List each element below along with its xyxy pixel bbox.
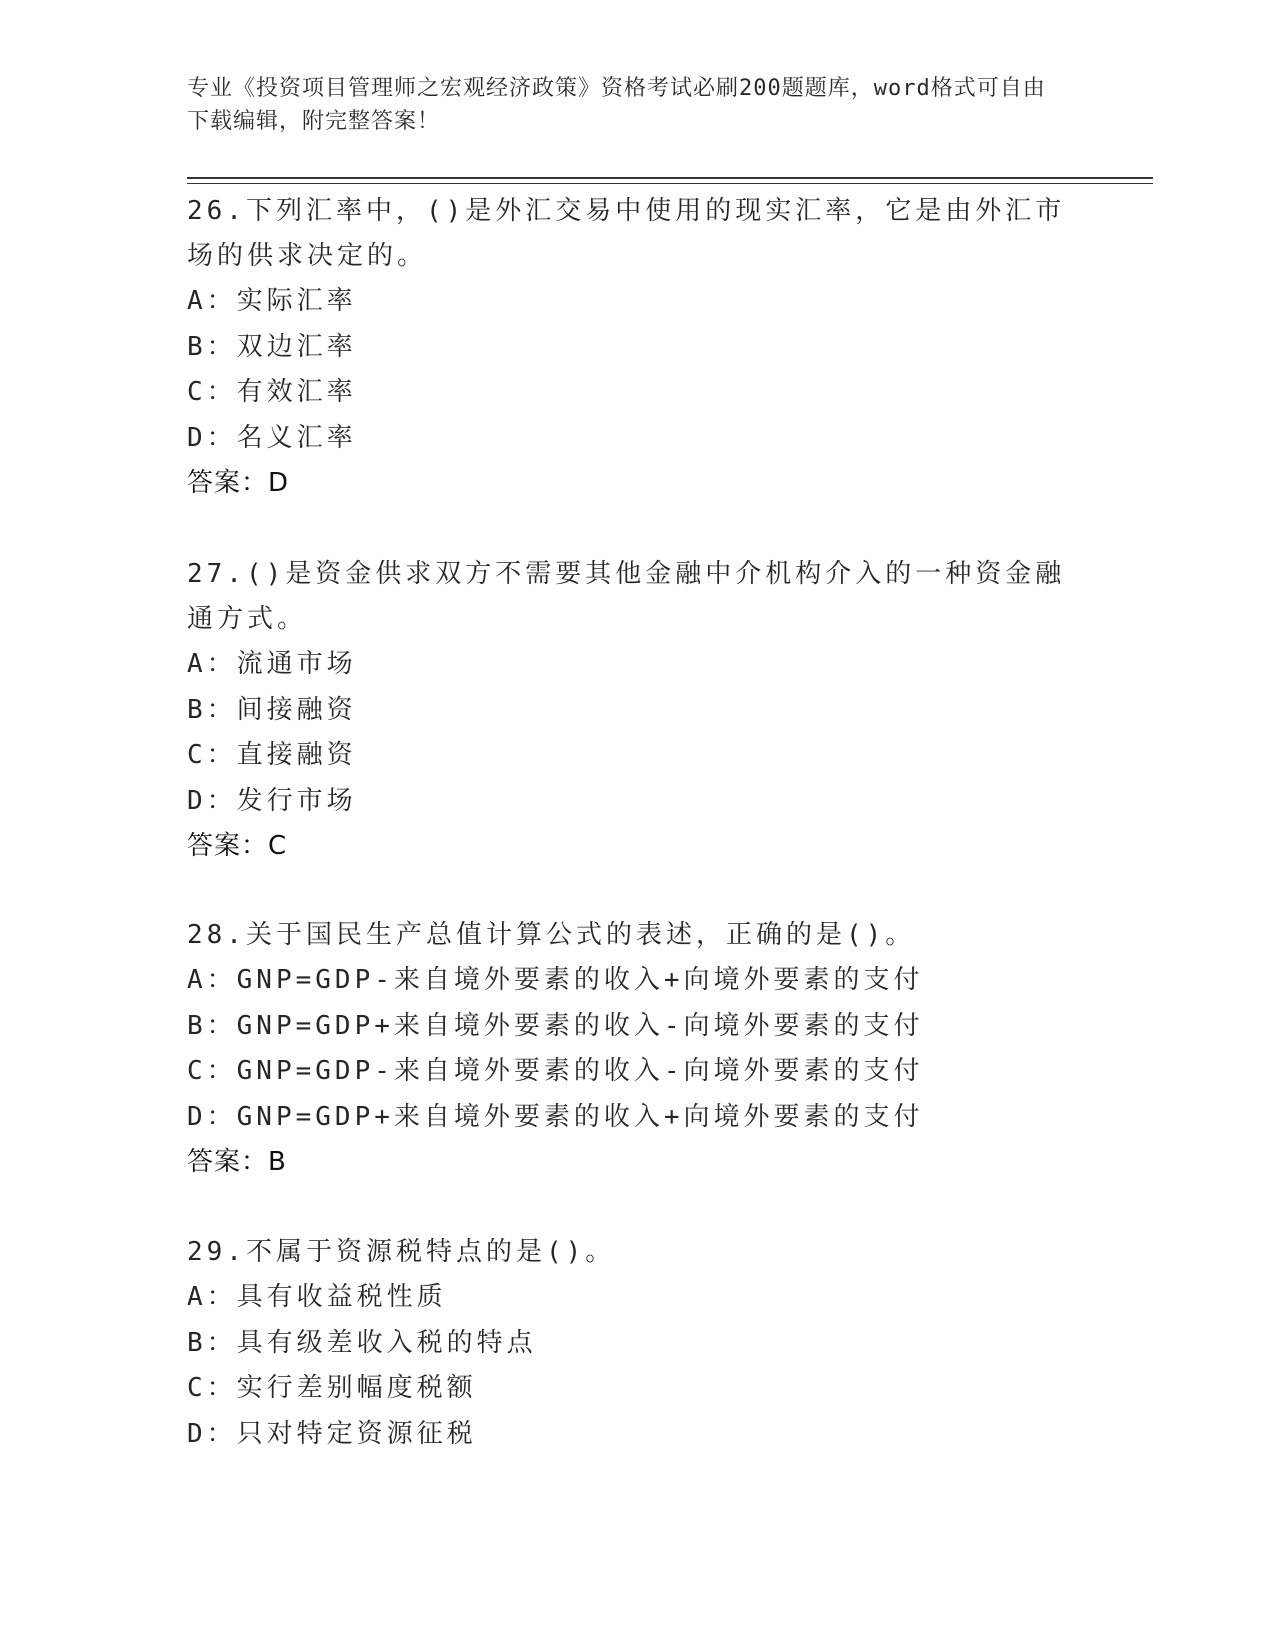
option-b: B：具有级差收入税的特点 bbox=[187, 1327, 537, 1358]
document-header: 专业《投资项目管理师之宏观经济政策》资格考试必刷200题题库，word格式可自由下载编辑，附完整答案！ bbox=[187, 76, 1046, 134]
question-27 bbox=[187, 552, 1087, 869]
header-rule-thick bbox=[187, 177, 1153, 179]
question-stem: 28.关于国民生产总值计算公式的表述，正确的是()。 bbox=[187, 920, 916, 950]
option-c: C：直接融资 bbox=[187, 740, 357, 770]
question-stem: 27.()是资金供求双方不需要其他金融中介机构介入的一种资金融通方式。 bbox=[187, 559, 1066, 634]
answer-line: 答案：C bbox=[187, 831, 288, 861]
option-c: C：GNP=GDP-来自境外要素的收入-向境外要素的支付 bbox=[187, 1056, 924, 1086]
header-rule-thin bbox=[187, 183, 1153, 184]
option-c: C：实行差别幅度税额 bbox=[187, 1373, 477, 1403]
option-a: A：流通市场 bbox=[187, 649, 357, 679]
option-d: D：GNP=GDP+来自境外要素的收入+向境外要素的支付 bbox=[187, 1101, 924, 1132]
option-d: D：发行市场 bbox=[187, 785, 357, 816]
question-29 bbox=[187, 1230, 1087, 1457]
answer-line: 答案：D bbox=[187, 468, 290, 498]
question-stem: 29.不属于资源税特点的是()。 bbox=[187, 1237, 616, 1267]
answer-line: 答案：B bbox=[187, 1147, 287, 1177]
option-b: B：GNP=GDP+来自境外要素的收入-向境外要素的支付 bbox=[187, 1010, 924, 1041]
option-a: A：GNP=GDP-来自境外要素的收入+向境外要素的支付 bbox=[187, 965, 924, 995]
option-b: B：双边汇率 bbox=[187, 331, 357, 362]
question-26 bbox=[187, 189, 1087, 506]
option-c: C：有效汇率 bbox=[187, 377, 357, 407]
question-28 bbox=[187, 913, 1087, 1185]
option-b: B：间接融资 bbox=[187, 694, 357, 725]
option-a: A：实际汇率 bbox=[187, 286, 357, 316]
option-d: D：名义汇率 bbox=[187, 422, 357, 453]
option-a: A：具有收益税性质 bbox=[187, 1282, 447, 1312]
question-stem: 26.下列汇率中，()是外汇交易中使用的现实汇率，它是由外汇市场的供求决定的。 bbox=[187, 196, 1066, 271]
option-d: D：只对特定资源征税 bbox=[187, 1418, 477, 1449]
